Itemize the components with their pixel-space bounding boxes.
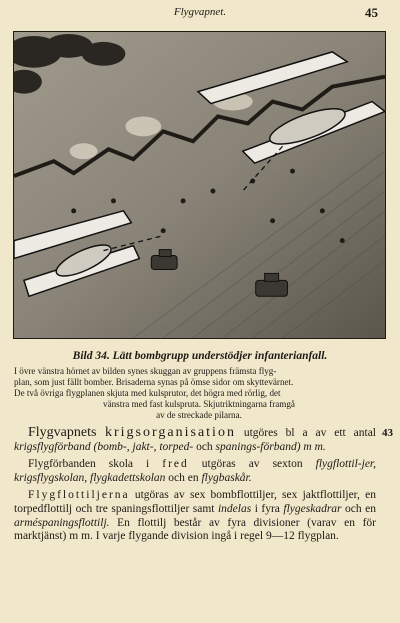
text-run: Flygförbanden skola i [28,458,163,471]
spaced-term: krigsorganisation [104,425,236,440]
text-run: utgöras av sexton [188,458,316,471]
text-run: En flottilj består av fyra divisioner (varav en för marktjänst) m m. I varje flygande division ingå i regel 9—12 flygplan. [14,516,376,543]
page-number: 45 [365,5,378,20]
text-run: i fyra [251,502,284,515]
text-run: och [193,440,216,453]
italic-term: spanings-förband) m m. [215,440,326,453]
text-run: utgöras av sex bombflottiljer, sex jaktflottiljer, en torpedflottilj och tre spaningsflottiljer samt [14,489,376,515]
caption-line: I övre vänstra hörnet av bilden synes skuggan av gruppens främsta flyg- [14,366,277,376]
text-run: och en [341,502,376,515]
running-title: Flygvapnet. [173,6,227,18]
paragraph-organisation [14,426,376,454]
spaced-term: Flygflottiljerna [28,489,130,502]
margin-section-number: 43 [382,427,393,439]
italic-term: arméspaningsflottilj. [14,516,110,529]
body-text [14,426,376,544]
italic-term: krigsflygförband (bomb-, jakt-, torped- [14,440,194,453]
figure-caption-title: Bild 34. Lätt bombgrupp understödjer infanterianfall. [72,350,328,362]
caption-line: plan, som just fällt bomber. Brisaderna synas på ömse sidor om skyttevärnet. [14,377,294,387]
text-run: utgöres bl a av ett antal [235,427,376,439]
italic-term: flygeskadrar [283,502,342,515]
paragraph-peace [14,458,376,485]
caption-line: av de streckade pilarna. [156,410,242,420]
battlefield-illustration [14,32,385,338]
italic-term: indelas [217,502,252,515]
paragraph-flotillas [14,489,376,543]
illustration-plate [13,31,386,339]
caption-line: De två övriga flygplanen skjuta med kulsprutor, det högra med rörlig, det [14,388,281,398]
caption-line: vänstra med fast kulspruta. Skjutriktningarna framgå [103,399,295,409]
italic-term: flygflottil-jer, krigsflygskolan, flygkadettskolan [14,458,376,484]
spaced-term: fred [162,458,189,471]
text-run: Flygvapnets [28,425,105,440]
text-run: och en [165,471,202,484]
figure-caption-body [14,366,384,421]
italic-term: flygbaskår. [201,471,252,484]
